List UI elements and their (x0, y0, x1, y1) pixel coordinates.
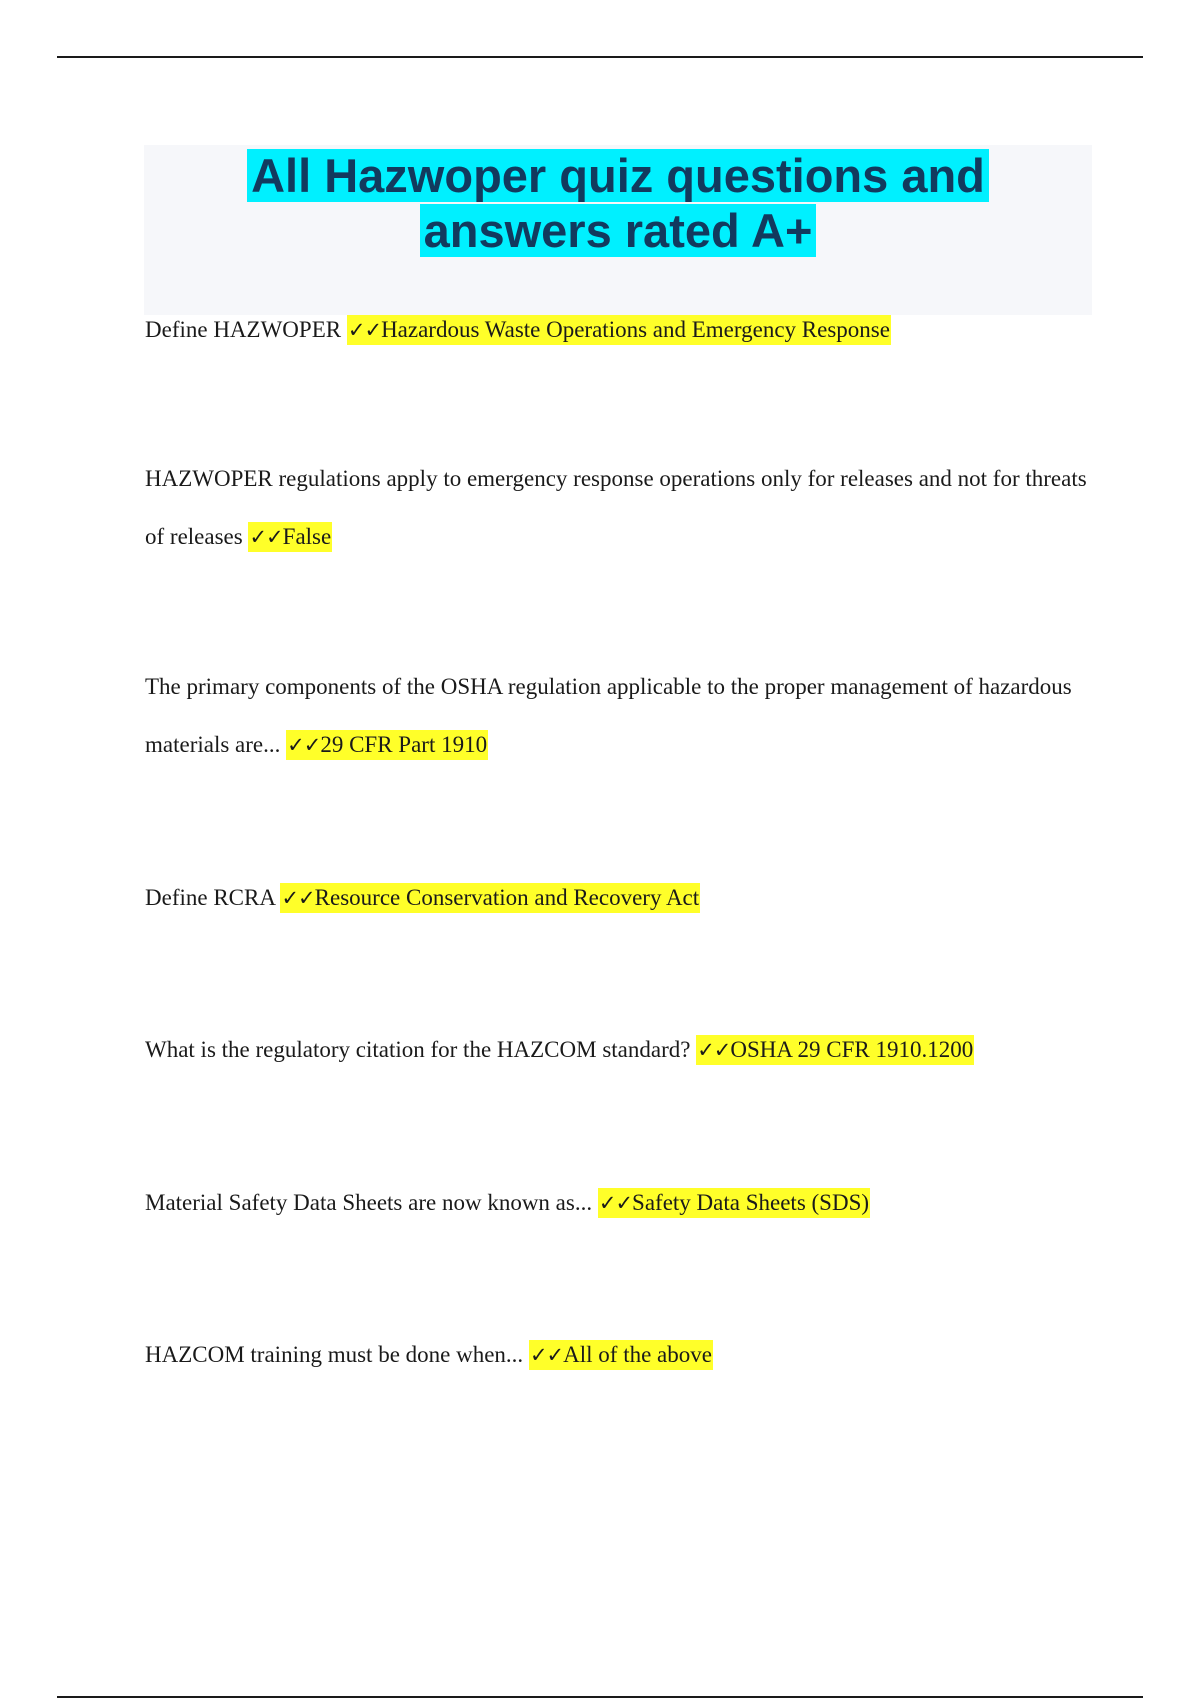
double-check-icon: ✓✓ (347, 318, 382, 342)
qa-item-1 (145, 301, 1095, 359)
double-check-icon: ✓✓ (598, 1191, 633, 1215)
question-text: The primary components of the OSHA regulation applicable to the proper management of hazardous materials are... (145, 674, 1072, 757)
double-check-icon: ✓✓ (529, 1343, 564, 1367)
answer-text: False (282, 524, 332, 549)
qa-item-2 (145, 450, 1095, 566)
answer-highlight (598, 1188, 870, 1218)
title-line-1: All Hazwoper quiz questions and (247, 149, 989, 202)
question-text: HAZCOM training must be done when... (145, 1342, 529, 1367)
qa-item-3 (145, 658, 1095, 774)
answer-highlight (280, 883, 700, 913)
title-block (144, 145, 1092, 315)
question-text: Define HAZWOPER (145, 317, 347, 342)
double-check-icon: ✓✓ (281, 886, 315, 910)
question-text: Define RCRA (145, 885, 281, 910)
answer-highlight (248, 522, 332, 552)
document-title (144, 145, 1092, 258)
double-check-icon: ✓✓ (249, 525, 283, 549)
answer-text: All of the above (563, 1342, 712, 1367)
qa-item-4 (145, 869, 1095, 927)
answer-text: 29 CFR Part 1910 (320, 732, 488, 757)
question-text: HAZWOPER regulations apply to emergency response operations only for releases and not for threats of releases (145, 466, 1087, 549)
double-check-icon: ✓✓ (287, 733, 321, 757)
qa-item-5 (145, 1021, 1095, 1079)
question-text: Material Safety Data Sheets are now known as... (145, 1190, 598, 1215)
answer-text: Hazardous Waste Operations and Emergency Response (381, 317, 890, 342)
answer-highlight (286, 730, 488, 760)
answer-text: OSHA 29 CFR 1910.1200 (730, 1037, 974, 1062)
answer-text: Resource Conservation and Recovery Act (314, 885, 700, 910)
qa-item-7 (145, 1326, 1095, 1384)
qa-item-6 (145, 1174, 1095, 1232)
answer-highlight (529, 1340, 713, 1370)
question-text: What is the regulatory citation for the HAZCOM standard? (145, 1037, 697, 1062)
answer-text: Safety Data Sheets (SDS) (632, 1190, 870, 1215)
answer-highlight (696, 1035, 974, 1065)
footer-rule (57, 1696, 1143, 1698)
header-rule (57, 56, 1143, 58)
answer-highlight (347, 315, 891, 345)
double-check-icon: ✓✓ (697, 1038, 731, 1062)
title-line-2: answers rated A+ (420, 204, 817, 257)
